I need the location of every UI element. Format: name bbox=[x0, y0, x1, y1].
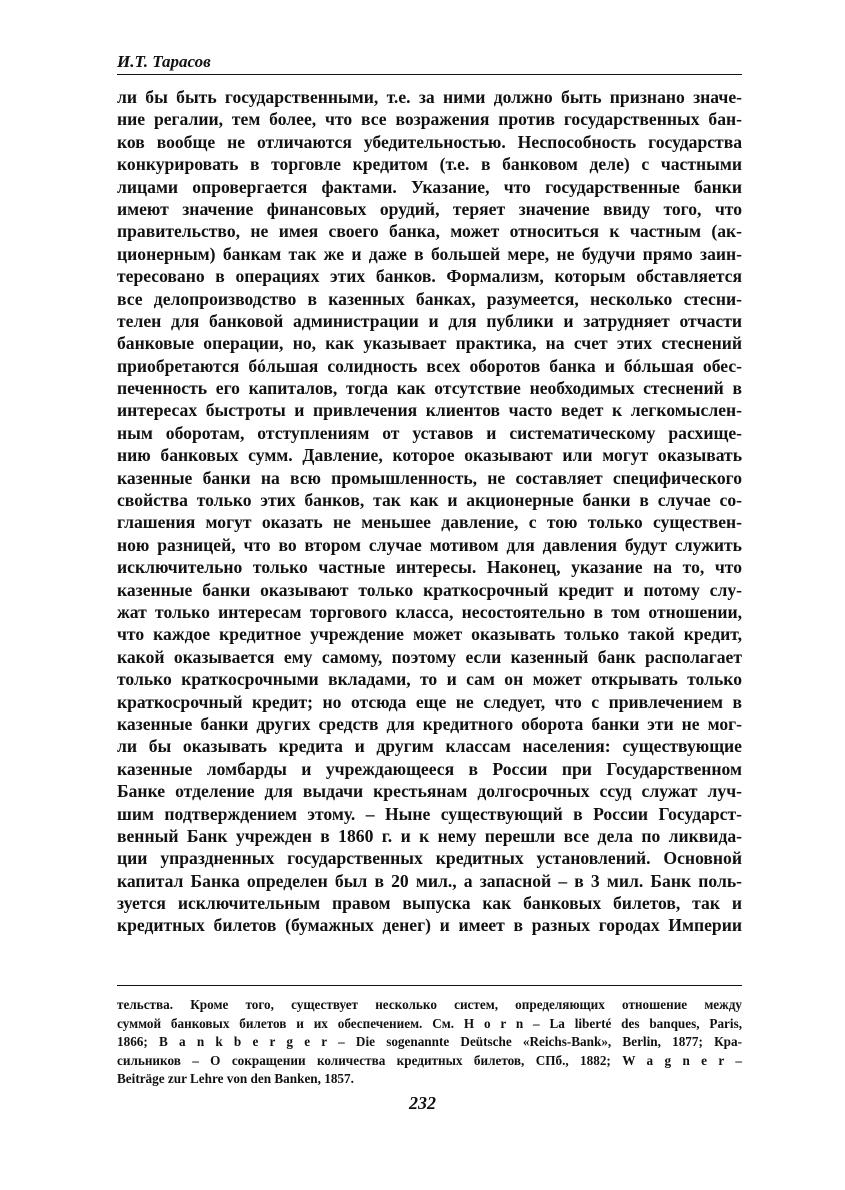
text-line: конкурировать в торговле кредитом (т.е. в банковом деле) с частными bbox=[117, 154, 742, 175]
footnote-line: Beiträge zur Lehre von den Banken, 1857. bbox=[117, 1071, 354, 1087]
text-line: свойства только этих банков, так как и акционерные банки в случае со- bbox=[117, 490, 742, 511]
text-line: что каждое кредитное учреждение может оказывать только такой кредит, bbox=[117, 624, 742, 645]
text-line: телен для банковой администрации и для публики и затрудняет отчасти bbox=[117, 310, 742, 331]
text-line: имеют значение финансовых орудий, теряет значение ввиду того, что bbox=[117, 198, 742, 219]
text-line: глашения могут оказать не меньшее давление, с тою только существен- bbox=[117, 512, 742, 533]
text-line: зуется исключительным правом выпуска как банковых билетов, так и bbox=[117, 893, 742, 914]
text-line: тересовано в операциях этих банков. Формализм, которым обставляется bbox=[117, 266, 742, 287]
text-line: казенные ломбарды и учреждающееся в России при Государственном bbox=[117, 758, 742, 779]
text-line: правительство, не имея своего банка, может относиться к частным (ак- bbox=[117, 221, 742, 242]
text-line: ционерным) банкам так же и даже в большей мере, не будучи прямо заин- bbox=[117, 243, 742, 264]
main-text bbox=[117, 86, 742, 937]
text-line: ным оборотам, отступлениям от уставов и систематическому расхище- bbox=[117, 422, 742, 443]
footnote-line: 1866; B a n k b e r g e r – Die sogenannte Deütsche «Reichs-Bank», Berlin, 1877; Кра- bbox=[117, 1034, 742, 1050]
text-line: ли бы оказывать кредита и другим классам населения: существующие bbox=[117, 736, 742, 757]
text-line: жат только интересам торгового класса, несостоятельно в том отношении, bbox=[117, 601, 742, 622]
text-line: кредитных билетов (бумажных денег) и имеет в разных городах Империи bbox=[117, 915, 742, 936]
text-line: нию банковых сумм. Давление, которое оказывают или могут оказывать bbox=[117, 445, 742, 466]
text-line: венный Банк учрежден в 1860 г. и к нему перешли все дела по ликвида- bbox=[117, 825, 742, 846]
text-line: казенные банки на всю промышленность, не составляет специфического bbox=[117, 467, 742, 488]
text-line: банковые операции, но, как указывает практика, на счет этих стеснений bbox=[117, 333, 742, 354]
text-line: исключительно только частные интересы. Наконец, указание на то, что bbox=[117, 557, 742, 578]
text-line: интересах быстроты и привлечения клиентов часто ведет к легкомыслен- bbox=[117, 400, 742, 421]
text-line: капитал Банка определен был в 20 мил., а запасной – в 3 мил. Банк поль- bbox=[117, 870, 742, 891]
text-line: ние регалии, тем более, что все возражения против государственных бан- bbox=[117, 109, 742, 130]
text-line: все делопроизводство в казенных банках, разумеется, несколько стесни- bbox=[117, 288, 742, 309]
text-line: казенные банки оказывают только краткосрочный кредит и потому слу- bbox=[117, 579, 742, 600]
text-line: Банке отделение для выдачи крестьянам долгосрочных ссуд служат луч- bbox=[117, 781, 742, 802]
text-line: ли бы быть государственными, т.е. за ними должно быть признано значе- bbox=[117, 87, 742, 107]
text-line: казенные банки других средств для кредитного оборота банки эти не мог- bbox=[117, 713, 742, 734]
footnote-line: суммой банковых билетов и их обеспечением. См. H o r n – La liberté des banques, Paris, bbox=[117, 1015, 742, 1031]
text-line: ков вообще не отличаются убедительностью. Неспособность государства bbox=[117, 131, 742, 152]
text-line: лицами опровергается фактами. Указание, что государственные банки bbox=[117, 176, 742, 197]
text-line: печенность его капиталов, тогда как отсутствие необходимых стеснений в bbox=[117, 378, 742, 399]
text-line: ною разницей, что во втором случае мотивом для давления будут служить bbox=[117, 534, 742, 555]
text-line: приобретаются бóльшая солидность всех оборотов банка и бóльшая обес- bbox=[117, 355, 742, 376]
footnote-line: сильников – О сокращении количества кредитных билетов, СПб., 1882; W a g n e r – bbox=[117, 1052, 742, 1068]
running-head: И.Т. Тарасов bbox=[117, 52, 211, 71]
footnote-separator bbox=[117, 985, 742, 986]
footnotes bbox=[117, 996, 742, 1089]
text-line: шим подтверждением этому. – Ныне существующий в России Государст- bbox=[117, 803, 742, 824]
text-line: краткосрочный кредит; но отсюда еще не следует, что с привлечением в bbox=[117, 691, 742, 712]
page-number: 232 bbox=[409, 1093, 436, 1113]
text-line: только краткосрочными вкладами, то и сам он может открывать только bbox=[117, 669, 742, 690]
footnote-line: тельства. Кроме того, существует несколько систем, определяющих отношение между bbox=[117, 997, 742, 1012]
text-line: какой оказывается ему самому, поэтому если казенный банк располагает bbox=[117, 646, 742, 667]
page-header bbox=[117, 52, 742, 75]
text-line: ции упраздненных государственных кредитных установлений. Основной bbox=[117, 848, 742, 869]
